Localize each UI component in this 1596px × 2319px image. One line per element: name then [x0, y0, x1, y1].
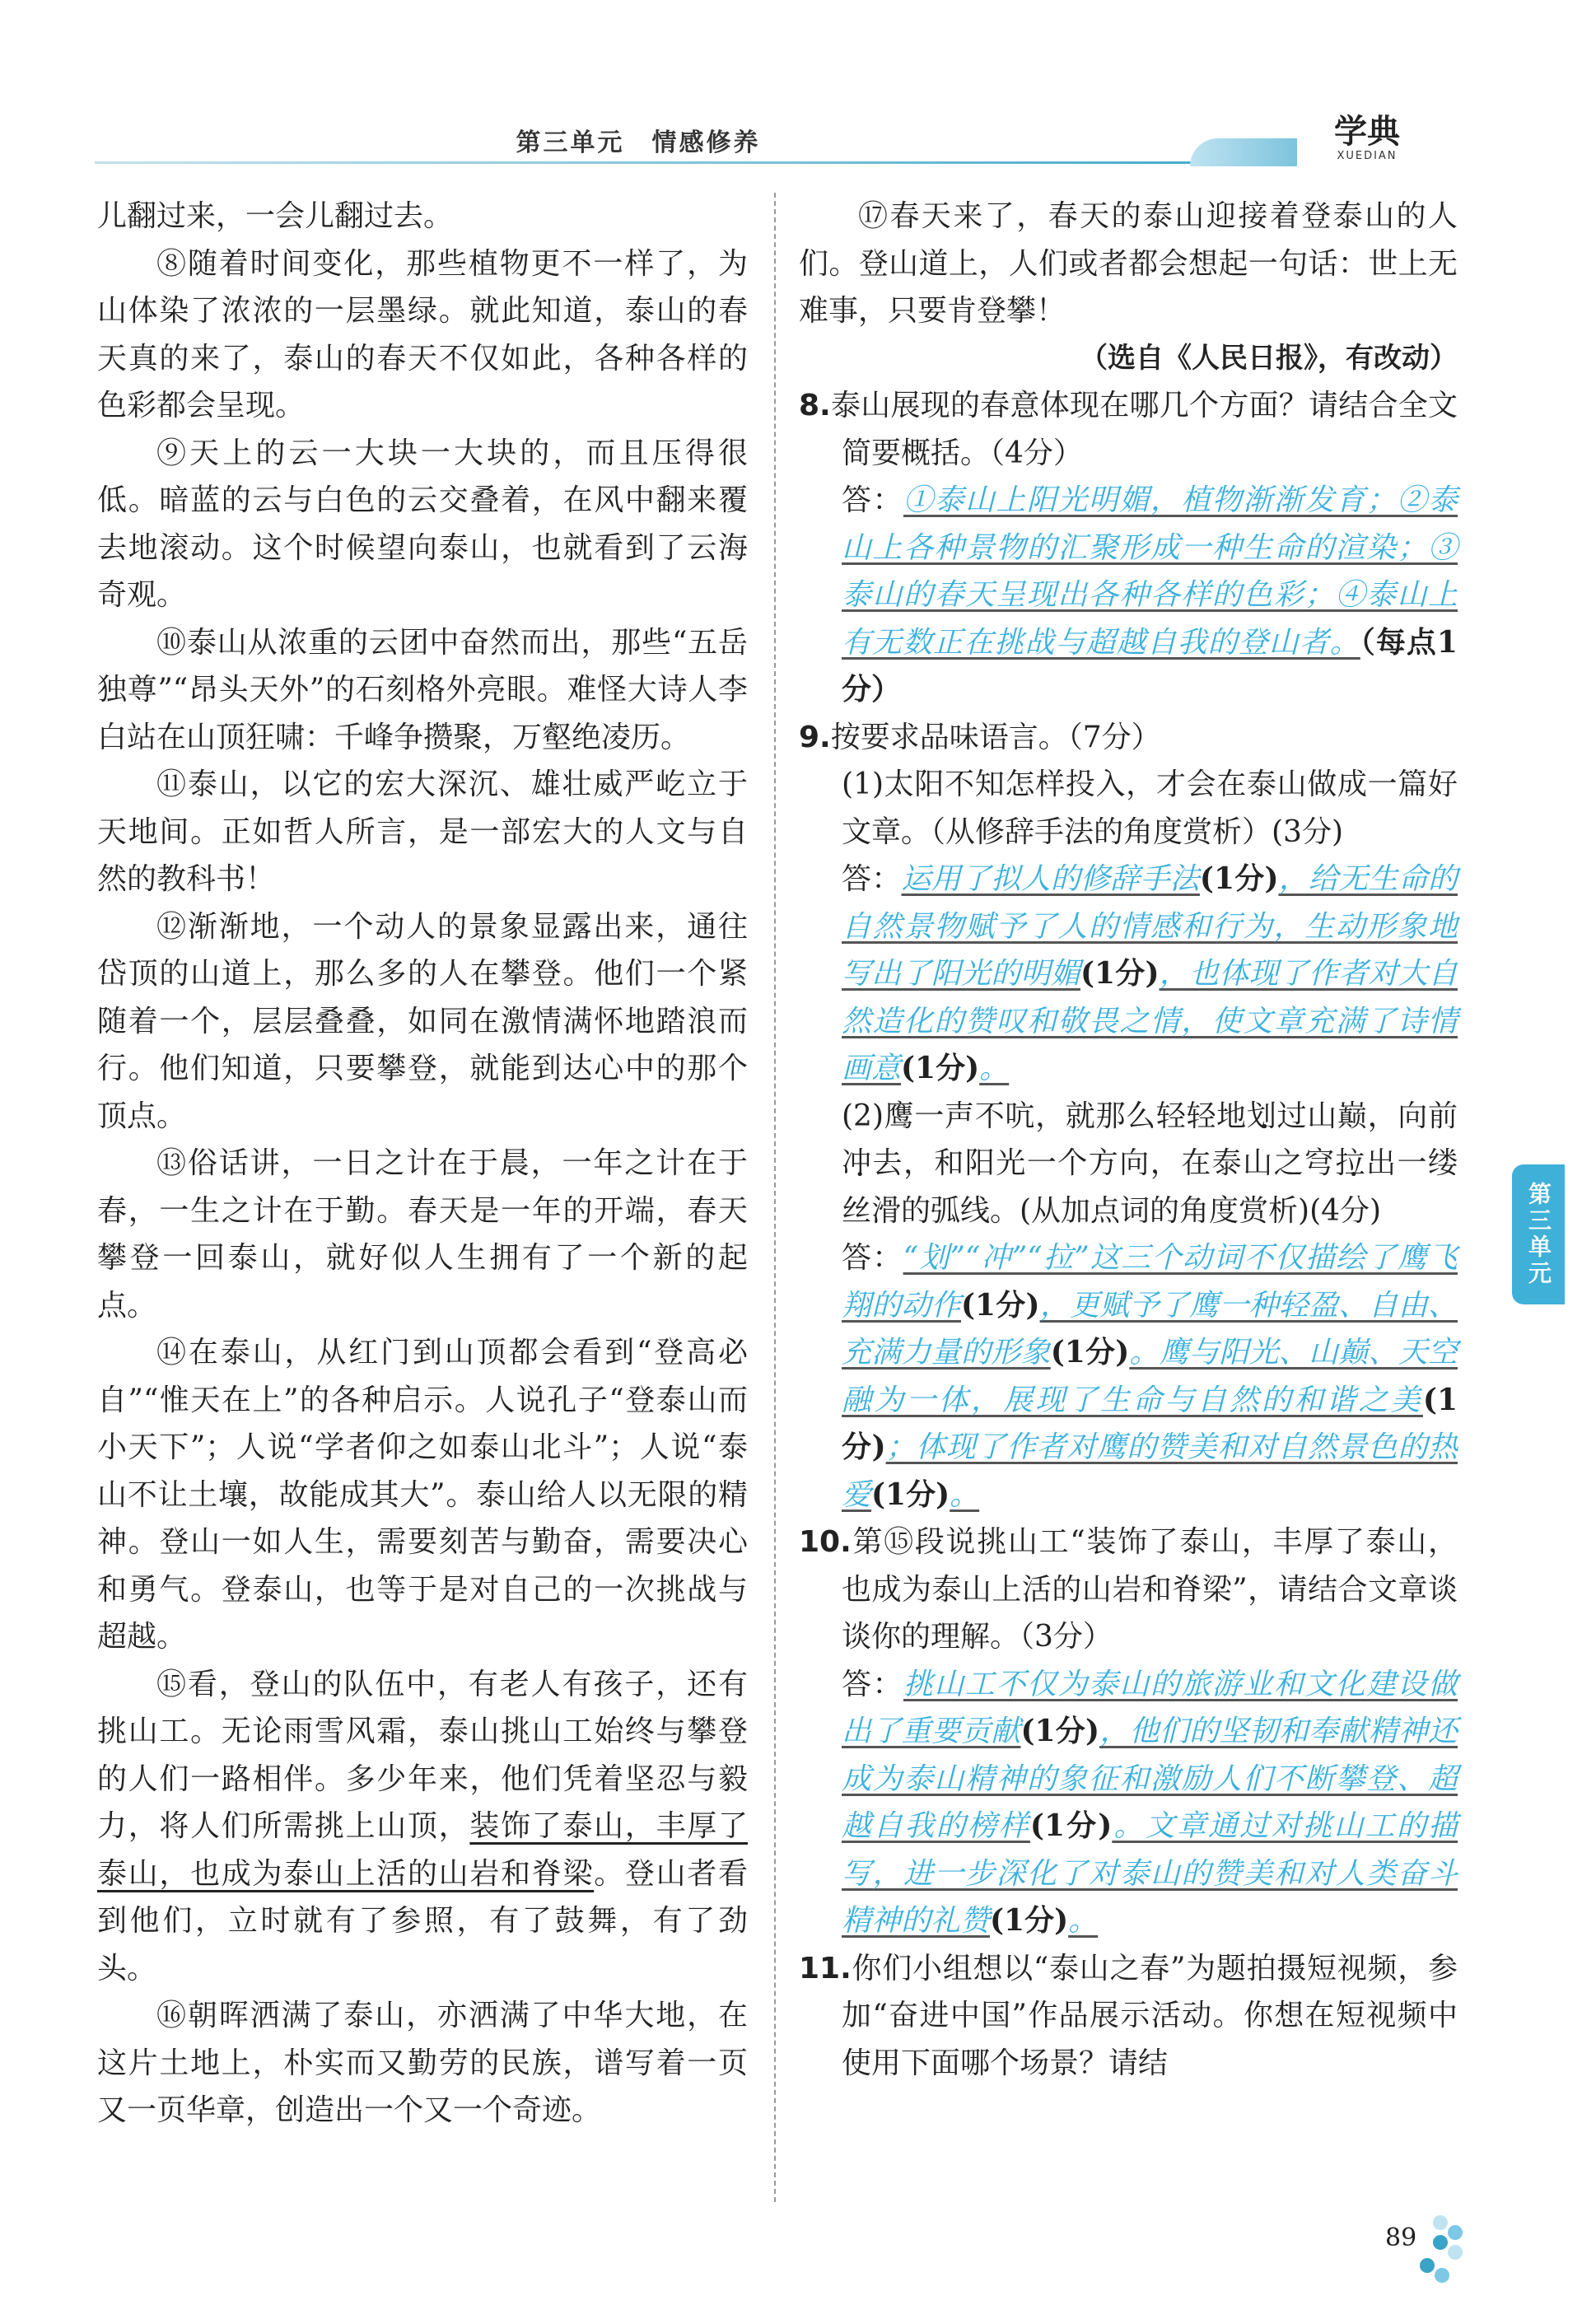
answer-9-1 [799, 856, 1458, 1093]
question-number: 10. [799, 1525, 852, 1559]
question-text: 按要求品味语言。（7分） [830, 720, 1161, 754]
logo-text-cn: 学典 [1334, 112, 1400, 151]
paragraph: ⑭在泰山，从红门到山顶都会看到“登高必自”“惟天在上”的各种启示。人说孔子“登泰山而小天下”；人说“学者仰之如泰山北斗”；人说“泰山不让土壤，故能成其大”。泰山给人以无限的精神。登山一如人生，需要刻苦与勤奋，需要决心和勇气。登泰山，也等于是对自己的一次挑战与超越。 [97, 1336, 748, 1654]
score-mark: (1分) [1020, 1714, 1100, 1748]
question-10 [799, 1519, 1458, 1661]
source-citation: （选自《人民日报》，有改动） [1080, 341, 1458, 375]
underlined-sentence: 装饰了泰山，丰厚了泰山，也成为泰山上活的山岩和脊梁 [97, 1809, 748, 1891]
paragraph: ⑯朝晖洒满了泰山，亦洒满了中华大地，在这片土地上，朴实而又勤劳的民族，谱写着一页又一页华章，创造出一个又一个奇迹。 [97, 1999, 748, 2127]
score-mark: (1分) [1080, 956, 1160, 991]
answer-text: ，给无生命的自然景物赋予了人的情感和行为，生动形象地写出了阳光的明媚 [842, 862, 1458, 991]
answer-text: 。 [979, 1052, 1010, 1085]
score-mark: (1分) [842, 1382, 1458, 1464]
paragraph: ⑬俗话讲，一日之计在于晨，一年之计在于春，一生之计在于勤。春天是一年的开端，春天攀登一回泰山，就好似人生拥有了一个新的起点。 [97, 1146, 748, 1323]
question-number: 9. [799, 720, 831, 754]
sub-question-1: (1)太阳不知怎样投入，才会在泰山做成一篇好文章。（从修辞手法的角度赏析）(3分) [842, 768, 1458, 849]
score-mark: (1分) [990, 1903, 1069, 1938]
left-column [97, 193, 748, 2135]
xuedian-logo [1297, 114, 1437, 171]
answer-10 [799, 1661, 1458, 1945]
question-9 [799, 714, 1458, 762]
score-mark: (1分) [901, 1051, 980, 1085]
paragraph: ⑪泰山，以它的宏大深沉、雄壮威严屹立于天地间。正如哲人所言，是一部宏大的人文与自然的教科书！ [97, 768, 748, 896]
answer-text: ；体现了作者对鹰的赞美和对自然景色的热爱 [842, 1430, 1458, 1512]
question-text: 你们小组想以“泰山之春”为题拍摄短视频，参加“奋进中国”作品展示活动。你想在短视频中使用下面哪个场景？请结 [842, 1951, 1458, 2080]
column-divider [774, 193, 776, 2202]
answer-text: 。鹰与阳光、山巅、天空融为一体，展现了生命与自然的和谐之美 [842, 1336, 1458, 1417]
page-header [95, 112, 1445, 171]
answer-text: ，他们的坚韧和奉献精神还成为泰山精神的象征和激励人们不断攀登、超越自我的榜样 [842, 1715, 1458, 1843]
score-note: （每点1分） [842, 624, 1458, 707]
sub-question-2 [799, 1093, 1458, 1235]
unit-title: 第三单元 情感修养 [516, 128, 761, 157]
answer-text: “划”“冲”“拉”这三个动词不仅描绘了鹰飞翔的动作 [842, 1241, 1458, 1323]
answer-8 [799, 477, 1458, 714]
answer-label: 答： [842, 1241, 903, 1275]
score-mark: (1分) [960, 1287, 1040, 1323]
sub-question-text: 过山巅，向前 [1276, 1099, 1458, 1133]
answer-9-2 [799, 1234, 1458, 1519]
answer-text: 。文章通过对挑山工的描写，进一步深化了对泰山的赞美和对人类奋斗精神的礼赞 [842, 1809, 1458, 1938]
page-number: 89 [1385, 2223, 1417, 2252]
header-rule [95, 161, 1248, 164]
answer-text: 运用了拟人的修辞手法 [901, 862, 1200, 896]
para15-text-end: 。登山者看到他们，立时就有了参照，有了鼓舞，有了劲头。 [97, 1856, 748, 1985]
answer-label: 答： [842, 862, 902, 896]
question-8 [799, 382, 1458, 477]
right-column [799, 193, 1458, 2087]
hexagon-decoration [1410, 2207, 1468, 2298]
sub-question-text: 出一缕丝滑的弧线。(从加点词的角度赏析)(4分) [842, 1146, 1458, 1228]
unit-side-tab: 第三单元 [1512, 1164, 1565, 1304]
dotted-word: 拉 [1335, 1146, 1367, 1180]
sub-question-text: (2)鹰一声不吭，就那么轻轻地 [842, 1099, 1247, 1133]
question-text: 泰山展现的春意体现在哪几个方面？请结合全文简要概括。（4分） [830, 389, 1458, 470]
paragraph-15 [97, 1661, 748, 1993]
score-mark: (1分) [871, 1477, 950, 1512]
answer-text: 。 [1068, 1904, 1099, 1938]
question-number: 8. [799, 389, 831, 422]
answer-text: ，更赋予了鹰一种轻盈、自由、充满力量的形象 [842, 1288, 1458, 1369]
answer-text: ，也体现了作者对大自然造化的赞叹和敬畏之情，使文章充满了诗情画意 [842, 957, 1458, 1085]
logo-text-en: XUEDIAN [1337, 150, 1398, 162]
score-mark: (1分) [1029, 1808, 1113, 1843]
paragraph: ⑨天上的云一大块一大块的，而且压得很低。暗蓝的云与白色的云交叠着，在风中翻来覆去地滚动。这个时候望向泰山，也就看到了云海奇观。 [97, 436, 748, 612]
answer-label: 答： [842, 483, 903, 517]
dotted-word: 划 [1246, 1099, 1277, 1133]
sub-question-text: 去，和阳光一个方向，在泰山之穹 [872, 1146, 1336, 1180]
dotted-word: 冲 [842, 1146, 873, 1180]
paragraph: ⑧随着时间变化，那些植物更不一样了，为山体染了浓浓的一层墨绿。就此知道，泰山的春天真的来了，泰山的春天不仅如此，各种各样的色彩都会呈现。 [97, 246, 748, 422]
answer-text: 。 [950, 1477, 980, 1512]
answer-text: ①泰山上阳光明媚，植物渐渐发育；②泰山上各种景物的汇聚形成一种生命的渲染；③泰山的春天呈现出各种各样的色彩；④泰山上有无数正在挑战与超越自我的登山者。 [842, 483, 1458, 660]
para15-text: ⑮看，登山的队伍中，有老人有孩子，还有挑山工。无论雨雪风霜，泰山挑山工始终与攀登的人们一路相伴。多少年来，他们凭着坚忍与毅力，将人们所需挑上山顶， [97, 1667, 748, 1843]
paragraph: ⑩泰山从浓重的云团中奋然而出，那些“五岳独尊”“昂头天外”的石刻格外亮眼。难怪大诗人李白站在山顶狂啸：千峰争攒聚，万壑绝凌历。 [97, 625, 748, 754]
question-number: 11. [799, 1951, 852, 1985]
question-11 [799, 1945, 1458, 2088]
answer-text: 挑山工不仅为泰山的旅游业和文化建设做出了重要贡献 [842, 1667, 1458, 1748]
score-mark: (1分) [1199, 861, 1279, 896]
answer-label: 答： [842, 1667, 903, 1701]
paragraph: ⑫渐渐地，一个动人的景象显露出来，通往岱顶的山道上，那么多的人在攀登。他们一个紧随着一个，层层叠叠，如同在激情满怀地踏浪而行。他们知道，只要攀登，就能到达心中的那个顶点。 [97, 909, 748, 1133]
score-mark: (1分) [1050, 1335, 1130, 1369]
paragraph: 儿翻过来，一会儿翻过去。 [97, 199, 454, 233]
question-text: 第⑮段说挑山工“装饰了泰山，丰厚了泰山，也成为泰山上活的山岩和脊梁”，请结合文章谈谈你的理解。（3分） [842, 1525, 1458, 1654]
paragraph: ⑰春天来了，春天的泰山迎接着登泰山的人们。登山道上，人们或者都会想起一句话：世上无难事，只要肯登攀！ [799, 199, 1458, 328]
